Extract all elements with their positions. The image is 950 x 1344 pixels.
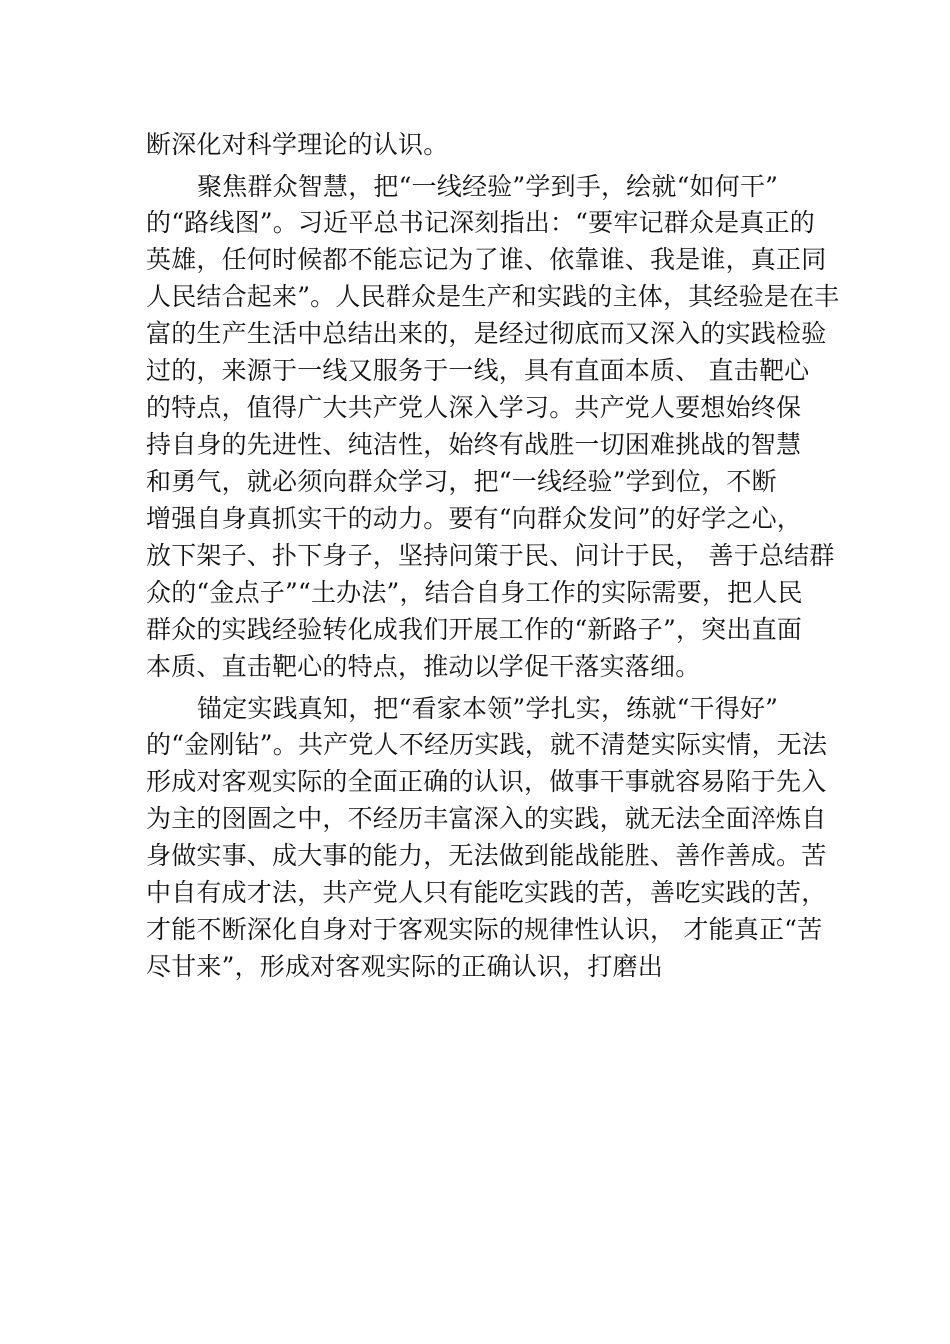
text-line: 放下架子、扑下身子，坚持问策于民、问计于民， 善于总结群 xyxy=(146,541,835,570)
text-line: 的“路线图”。习近平总书记深刻指出：“要牢记群众是真正的 xyxy=(146,208,815,237)
text-line: 英雄，任何时候都不能忘记为了谁、依靠谁、我是谁，真正同 xyxy=(146,245,827,274)
text-line: 众的“金点子”“土办法”，结合自身工作的实际需要，把人民 xyxy=(146,578,803,607)
paragraph-first-line: 锚定实践真知，把“看家本领”学扎实，练就“干得好” xyxy=(197,694,779,723)
text-line: 的“金刚钻”。共产党人不经历实践，就不清楚实际实情，无法 xyxy=(146,730,828,759)
text-line: 本质、直击靶心的特点，推动以学促干落实落细。 xyxy=(146,652,701,681)
text-line: 才能不断深化自身对于客观实际的规律性认识， 才能真正“苦 xyxy=(146,915,823,944)
text-line: 中自有成才法，共产党人只有能吃实践的苦，善吃实践的苦， xyxy=(146,878,827,907)
text-line: 和勇气，就必须向群众学习，把“一线经验”学到位，不断 xyxy=(146,467,777,496)
text-line: 的特点，值得广大共产党人深入学习。共产党人要想始终保 xyxy=(146,393,802,422)
text-line: 尽甘来”，形成对客观实际的正确认识，打磨出 xyxy=(146,952,663,981)
text-line: 形成对客观实际的全面正确的认识，做事干事就容易陷于先入 xyxy=(146,767,827,796)
text-line: 群众的实践经验转化成我们开展工作的“新路子”，突出直面 xyxy=(146,615,802,644)
text-line: 持自身的先进性、纯洁性，始终有战胜一切困难挑战的智慧 xyxy=(146,430,802,459)
text-line: 过的，来源于一线又服务于一线，具有直面本质、 直击靶心 xyxy=(146,356,810,385)
paragraph-first-line: 聚焦群众智慧，把“一线经验”学到手，绘就“如何干” xyxy=(197,172,779,201)
text-line: 富的生产生活中总结出来的，是经过彻底而又深入的实践检验 xyxy=(146,319,827,348)
text-line: 为主的囹圄之中，不经历丰富深入的实践，就无法全面淬炼自 xyxy=(146,804,827,833)
text-line: 增强自身真抓实干的动力。要有“向群众发问”的好学之心， xyxy=(146,504,802,533)
text-line: 断深化对科学理论的认识。 xyxy=(146,130,449,159)
text-line: 人民结合起来”。人民群众是生产和实践的主体，其经验是在丰 xyxy=(146,282,840,311)
text-line: 身做实事、成大事的能力，无法做到能战能胜、善作善成。苦 xyxy=(146,841,827,870)
